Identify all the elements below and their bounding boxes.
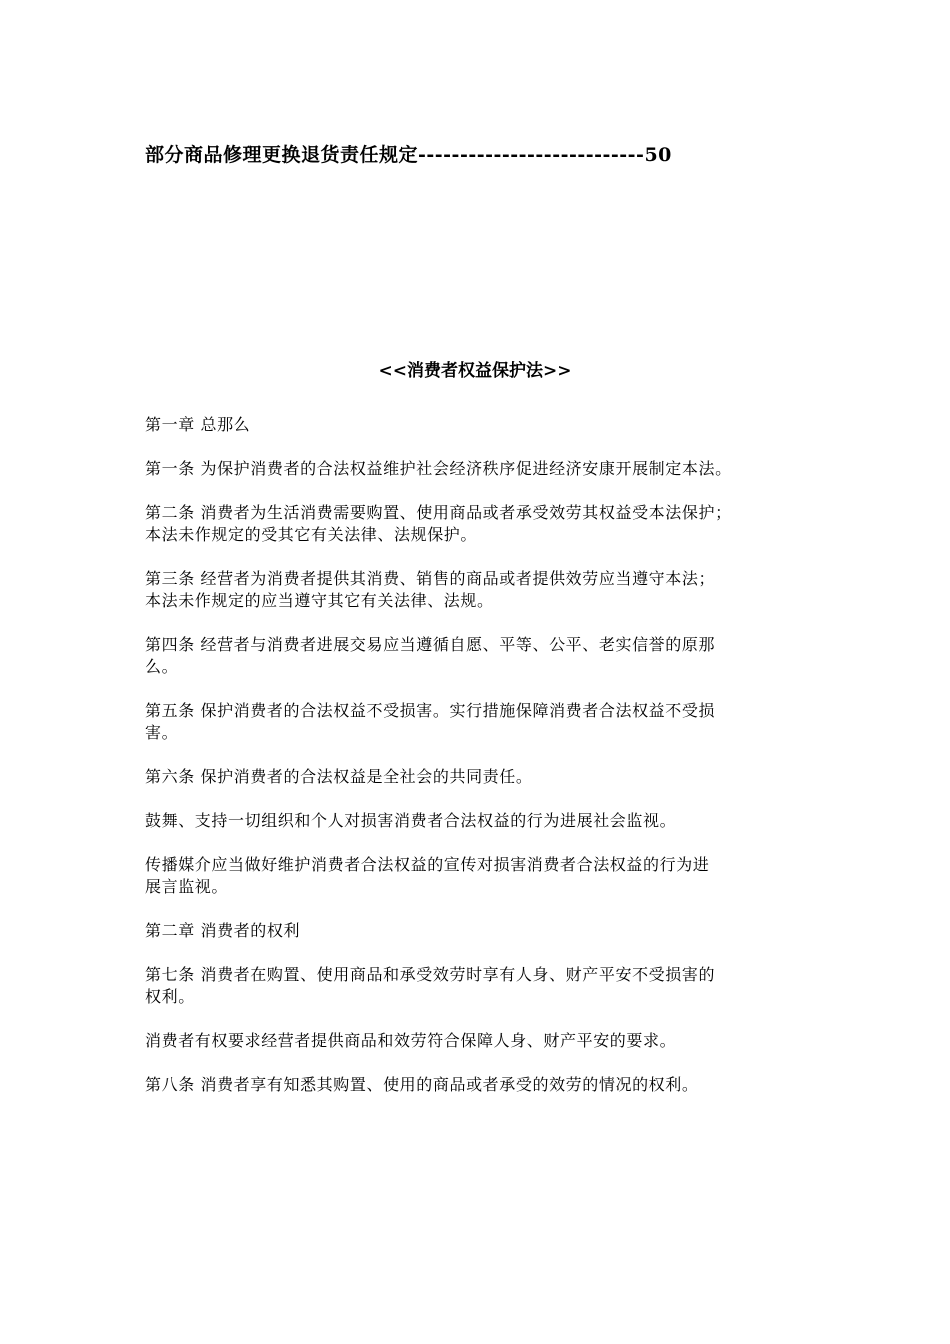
toc-entry	[145, 140, 672, 167]
article-paragraph: 消费者有权要求经营者提供商品和效劳符合保障人身、财产平安的要求。	[145, 1031, 677, 1050]
article-paragraph: 第三条 经营者为消费者提供其消费、销售的商品或者提供效劳应当遵守本法； 本法未作规定的应当遵守其它有关法律、法规。	[145, 569, 716, 610]
document-title: <<消费者权益保护法>>	[378, 361, 572, 381]
article-paragraph: 鼓舞、支持一切组织和个人对损害消费者合法权益的行为进展社会监视。	[145, 811, 677, 830]
article-paragraph: 第一条 为保护消费者的合法权益维护社会经济秩序促进经济安康开展制定本法。	[145, 459, 732, 478]
article-paragraph: 第二条 消费者为生活消费需要购置、使用商品或者承受效劳其权益受本法保护； 本法未作规定的受其它有关法律、法规保护。	[145, 503, 732, 544]
toc-entry-title: 部分商品修理更换退货责任规定	[145, 144, 419, 166]
article-paragraph: 第六条 保护消费者的合法权益是全社会的共同责任。	[145, 767, 533, 786]
chapter-heading: 第二章 消费者的权利	[145, 921, 301, 940]
chapter-heading: 第一章 总那么	[145, 415, 251, 434]
toc-entry-page-number: 50	[644, 144, 672, 166]
article-paragraph: 第八条 消费者享有知悉其购置、使用的商品或者承受的效劳的情况的权利。	[145, 1075, 699, 1094]
document-body	[145, 414, 820, 1118]
toc-entry-leader: ---------------------------	[418, 144, 645, 166]
article-paragraph: 第七条 消费者在购置、使用商品和承受效劳时享有人身、财产平安不受损害的 权利。	[145, 965, 716, 1006]
article-paragraph: 传播媒介应当做好维护消费者合法权益的宣传对损害消费者合法权益的行为进 展言监视。	[145, 855, 710, 896]
article-paragraph: 第五条 保护消费者的合法权益不受损害。实行措施保障消费者合法权益不受损 害。	[145, 701, 716, 742]
article-paragraph: 第四条 经营者与消费者进展交易应当遵循自愿、平等、公平、老实信誉的原那 么。	[145, 635, 716, 676]
